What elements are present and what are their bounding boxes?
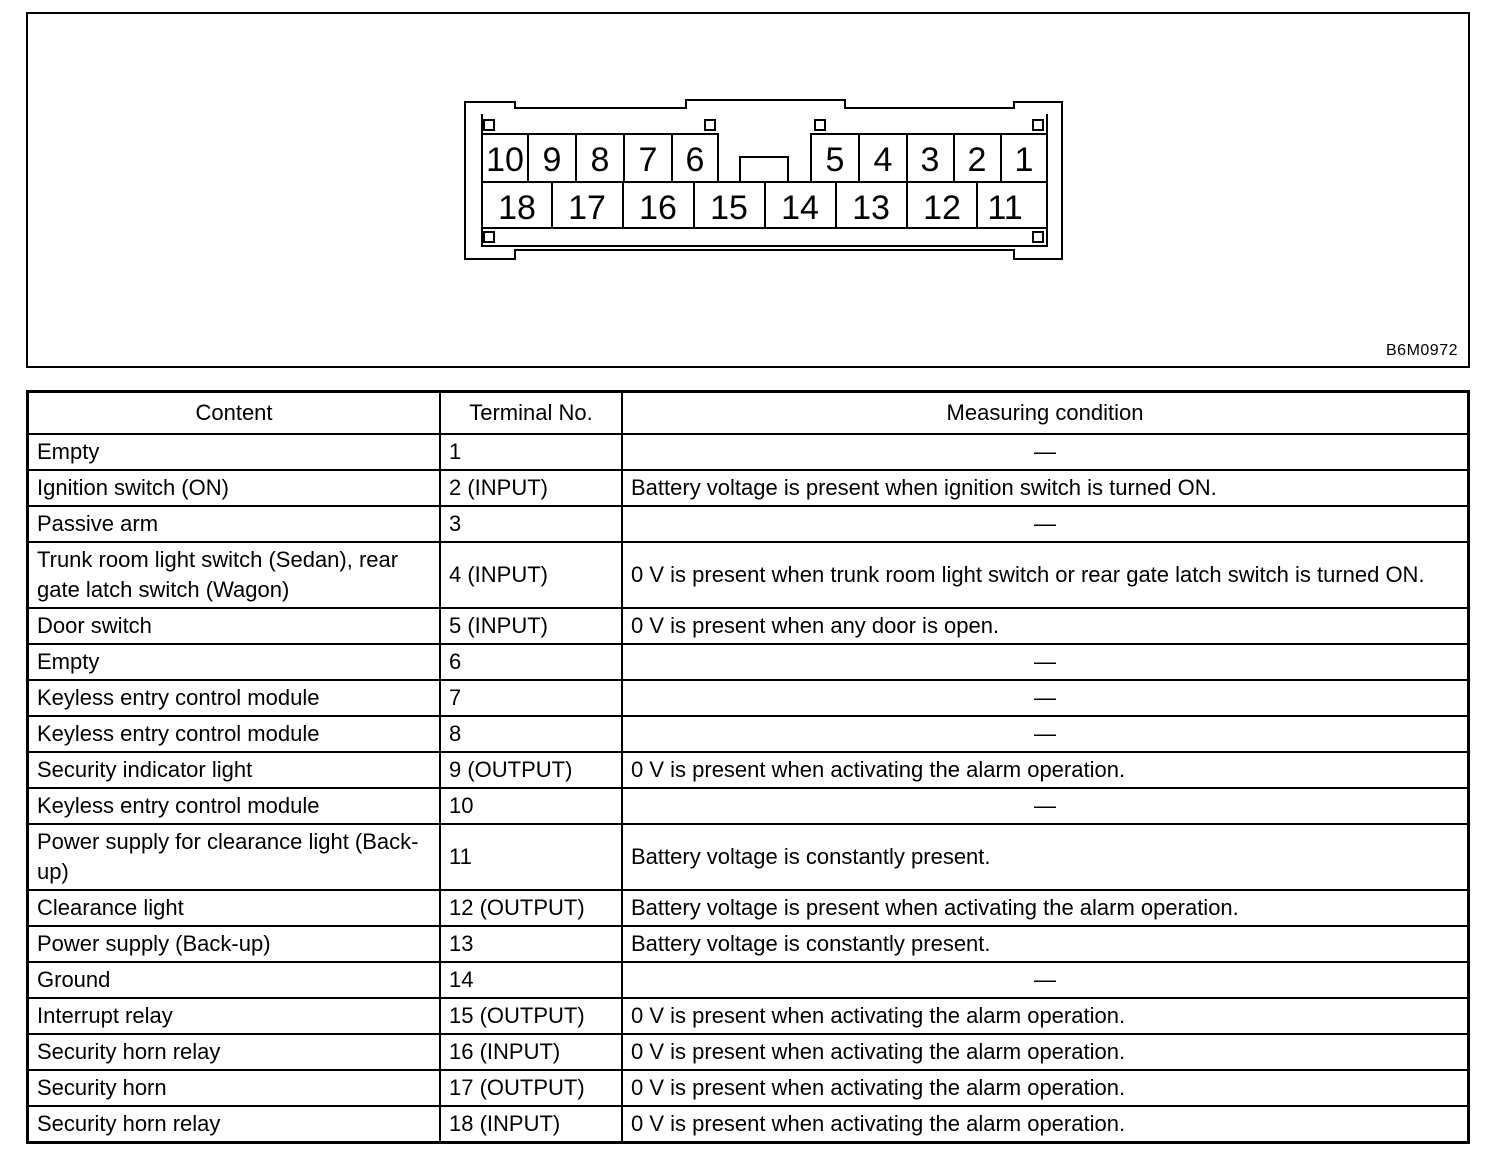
cell-content: Passive arm <box>28 506 441 542</box>
cell-content: Power supply (Back-up) <box>28 926 441 962</box>
pin-number-2: 2 <box>967 141 987 179</box>
cell-condition: — <box>622 962 1469 998</box>
cell-condition: Battery voltage is present when activating the alarm operation. <box>622 890 1469 926</box>
cell-condition: 0 V is present when activating the alarm operation. <box>622 752 1469 788</box>
pin-number-8: 8 <box>590 141 610 179</box>
terminal-table <box>26 390 1470 1144</box>
table-row <box>28 506 1469 542</box>
cell-terminal: 18 (INPUT) <box>440 1106 622 1143</box>
table-row <box>28 680 1469 716</box>
cell-content: Empty <box>28 434 441 470</box>
cell-condition: — <box>622 788 1469 824</box>
table-row <box>28 752 1469 788</box>
pin-number-13: 13 <box>852 189 890 227</box>
table-row <box>28 716 1469 752</box>
table-row <box>28 542 1469 608</box>
figure-code: B6M0972 <box>1386 342 1458 359</box>
cell-content: Keyless entry control module <box>28 788 441 824</box>
cell-condition: — <box>622 644 1469 680</box>
pin-number-10: 10 <box>486 141 524 179</box>
connector-housing-outline <box>465 100 1062 259</box>
table-header-row <box>28 392 1469 435</box>
cell-terminal: 8 <box>440 716 622 752</box>
table-row <box>28 824 1469 890</box>
header-condition: Measuring condition <box>622 392 1469 435</box>
pin-number-18: 18 <box>498 189 536 227</box>
table-row <box>28 998 1469 1034</box>
cell-content: Security horn <box>28 1070 441 1106</box>
table-row <box>28 608 1469 644</box>
cell-content: Clearance light <box>28 890 441 926</box>
cell-condition: — <box>622 506 1469 542</box>
cell-content: Door switch <box>28 608 441 644</box>
cell-terminal: 10 <box>440 788 622 824</box>
connector-diagram <box>28 14 1468 366</box>
cell-terminal: 14 <box>440 962 622 998</box>
pin-number-4: 4 <box>873 141 893 179</box>
cell-condition: — <box>622 716 1469 752</box>
pin-number-1: 1 <box>1014 141 1034 179</box>
table-row <box>28 962 1469 998</box>
cell-terminal: 16 (INPUT) <box>440 1034 622 1070</box>
pin-number-3: 3 <box>920 141 940 179</box>
cell-terminal: 1 <box>440 434 622 470</box>
table-body <box>28 434 1469 1143</box>
cell-condition: 0 V is present when activating the alarm operation. <box>622 1070 1469 1106</box>
cell-condition: — <box>622 434 1469 470</box>
pin-number-16: 16 <box>639 189 677 227</box>
cell-content: Trunk room light switch (Sedan), rear gate latch switch (Wagon) <box>28 542 441 608</box>
cell-terminal: 13 <box>440 926 622 962</box>
cell-condition: 0 V is present when any door is open. <box>622 608 1469 644</box>
cell-terminal: 2 (INPUT) <box>440 470 622 506</box>
cell-condition: Battery voltage is constantly present. <box>622 926 1469 962</box>
pin-number-14: 14 <box>781 189 819 227</box>
table-row <box>28 1106 1469 1143</box>
cell-content: Empty <box>28 644 441 680</box>
cell-content: Interrupt relay <box>28 998 441 1034</box>
pin-number-17: 17 <box>568 189 606 227</box>
cell-content: Keyless entry control module <box>28 680 441 716</box>
cell-terminal: 4 (INPUT) <box>440 542 622 608</box>
cell-condition: 0 V is present when activating the alarm operation. <box>622 998 1469 1034</box>
pin-number-12: 12 <box>923 189 961 227</box>
table-row <box>28 788 1469 824</box>
cell-condition: 0 V is present when activating the alarm operation. <box>622 1106 1469 1143</box>
cell-terminal: 9 (OUTPUT) <box>440 752 622 788</box>
cell-content: Security indicator light <box>28 752 441 788</box>
cell-content: Security horn relay <box>28 1034 441 1070</box>
table-row <box>28 470 1469 506</box>
cell-terminal: 15 (OUTPUT) <box>440 998 622 1034</box>
cell-condition: 0 V is present when activating the alarm operation. <box>622 1034 1469 1070</box>
pin-number-11: 11 <box>987 189 1023 227</box>
cell-terminal: 17 (OUTPUT) <box>440 1070 622 1106</box>
cell-terminal: 5 (INPUT) <box>440 608 622 644</box>
pin-number-9: 9 <box>542 141 562 179</box>
cell-terminal: 12 (OUTPUT) <box>440 890 622 926</box>
cell-condition: Battery voltage is constantly present. <box>622 824 1469 890</box>
pin-number-6: 6 <box>685 141 705 179</box>
pin-number-7: 7 <box>638 141 658 179</box>
table-row <box>28 1034 1469 1070</box>
cell-terminal: 11 <box>440 824 622 890</box>
cell-content: Power supply for clearance light (Back-up) <box>28 824 441 890</box>
cell-condition: — <box>622 680 1469 716</box>
cell-content: Keyless entry control module <box>28 716 441 752</box>
cell-content: Ground <box>28 962 441 998</box>
header-content: Content <box>28 392 441 435</box>
pin-number-5: 5 <box>825 141 845 179</box>
cell-condition: 0 V is present when trunk room light switch or rear gate latch switch is turned ON. <box>622 542 1469 608</box>
pin-number-15: 15 <box>710 189 748 227</box>
cell-terminal: 3 <box>440 506 622 542</box>
table-row <box>28 644 1469 680</box>
cell-content: Security horn relay <box>28 1106 441 1143</box>
cell-condition: Battery voltage is present when ignition switch is turned ON. <box>622 470 1469 506</box>
cell-content: Ignition switch (ON) <box>28 470 441 506</box>
table-row <box>28 926 1469 962</box>
connector-figure <box>26 12 1470 368</box>
table-row <box>28 434 1469 470</box>
cell-terminal: 6 <box>440 644 622 680</box>
header-terminal: Terminal No. <box>440 392 622 435</box>
cell-terminal: 7 <box>440 680 622 716</box>
table-row <box>28 1070 1469 1106</box>
table-row <box>28 890 1469 926</box>
